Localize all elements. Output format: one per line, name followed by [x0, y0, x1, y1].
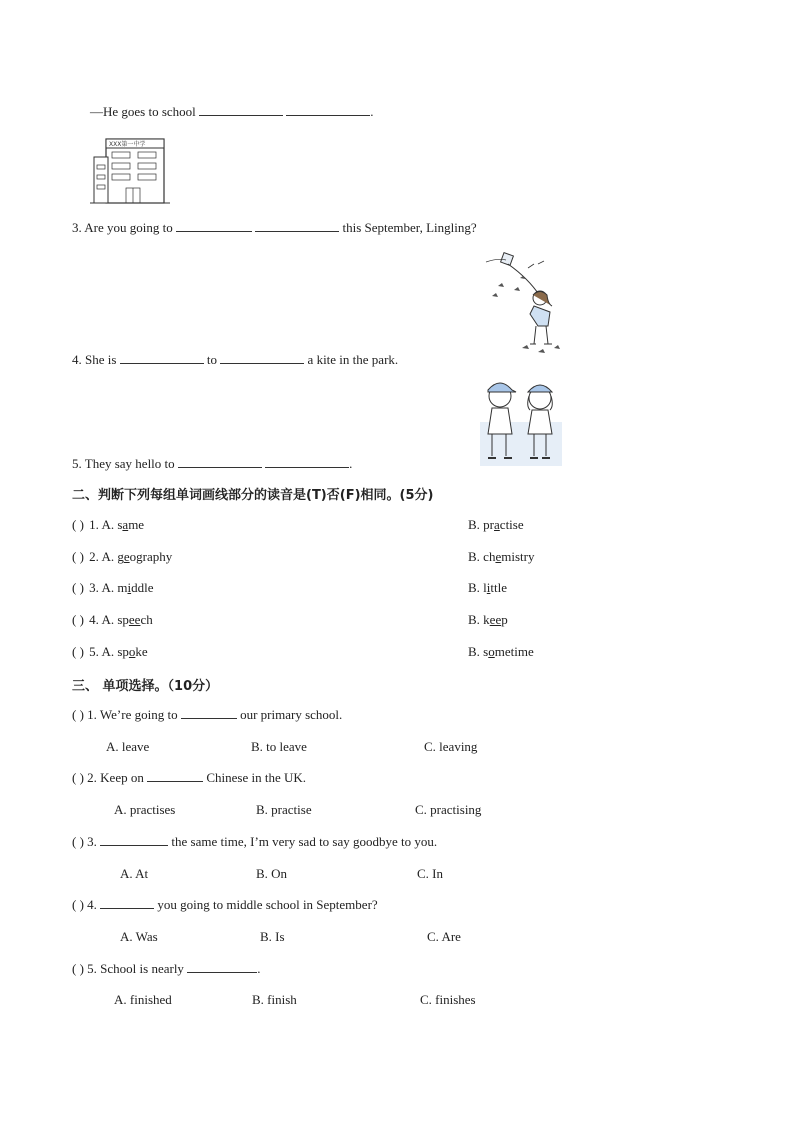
question-stem-post: our primary school.	[240, 707, 343, 722]
option-c[interactable]: C. Are	[427, 929, 461, 944]
answer-blank[interactable]	[187, 962, 257, 973]
word-a: geography	[117, 549, 173, 564]
option-a[interactable]: A. At	[120, 866, 149, 881]
question-5-prefix: 5. They say hello to	[72, 456, 175, 471]
answer-blank[interactable]	[181, 708, 237, 719]
option-a[interactable]: A. Was	[120, 929, 158, 944]
question-stem-post: the same time, I’m very sad to say goodbye to you.	[171, 834, 438, 849]
question-2-prefix: —He goes to school	[90, 104, 196, 119]
word-b: chemistry	[483, 549, 535, 564]
question-stem-pre: 3.	[87, 834, 97, 849]
question-5-line	[72, 456, 352, 472]
question-4-prefix: 4. She is	[72, 352, 117, 367]
answer-blank[interactable]	[286, 105, 370, 116]
girl-flying-kite-illustration	[478, 248, 568, 360]
item-number: 1. A.	[89, 517, 115, 532]
word-b: little	[483, 580, 508, 595]
answer-blank[interactable]	[100, 898, 154, 909]
question-3-line	[72, 220, 477, 236]
item-number: 3. A.	[89, 580, 115, 595]
answer-blank[interactable]	[120, 353, 204, 364]
question-2-line	[90, 104, 374, 120]
option-b[interactable]: B. finish	[252, 992, 297, 1007]
answer-paren[interactable]: ( )	[72, 707, 84, 722]
question-4-suffix: a kite in the park.	[307, 352, 399, 367]
answer-paren[interactable]: ( )	[72, 612, 84, 627]
option-b[interactable]: B. to leave	[251, 739, 307, 754]
option-c[interactable]: C. practising	[415, 802, 482, 817]
option-b[interactable]: B. On	[256, 866, 288, 881]
answer-blank[interactable]	[147, 771, 203, 782]
answer-blank[interactable]	[255, 221, 339, 232]
question-stem-post: .	[257, 961, 261, 976]
option-a[interactable]: A. practises	[114, 802, 176, 817]
option-c[interactable]: C. finishes	[420, 992, 476, 1007]
question-3-prefix: 3. Are you going to	[72, 220, 173, 235]
answer-paren[interactable]: ( )	[72, 517, 84, 532]
answer-paren[interactable]: ( )	[72, 834, 84, 849]
answer-blank[interactable]	[176, 221, 252, 232]
choice-question	[72, 770, 306, 786]
building-sign-text: XXX第一中学	[109, 141, 146, 148]
word-a: same	[117, 517, 145, 532]
question-5-suffix: .	[349, 456, 353, 471]
word-b: sometime	[483, 644, 534, 659]
word-b: practise	[483, 517, 524, 532]
choice-question	[72, 897, 378, 913]
option-c[interactable]: C. leaving	[424, 739, 478, 754]
option-b[interactable]: B. practise	[256, 802, 312, 817]
option-b-label: B.	[468, 517, 480, 532]
answer-paren[interactable]: ( )	[72, 770, 84, 785]
word-a: middle	[117, 580, 154, 595]
question-4-line	[72, 352, 398, 368]
option-b-label: B.	[468, 580, 480, 595]
question-2-suffix: .	[370, 104, 374, 119]
answer-paren[interactable]: ( )	[72, 644, 84, 659]
question-3-suffix: this September, Lingling?	[342, 220, 477, 235]
option-a[interactable]: A. leave	[106, 739, 150, 754]
school-building-illustration	[90, 135, 170, 205]
section-2-heading: 二、判断下列每组单词画线部分的读音是(T)否(F)相同。(5分)	[72, 488, 434, 503]
question-stem-pre: 4.	[87, 897, 97, 912]
option-b-label: B.	[468, 612, 480, 627]
item-number: 2. A.	[89, 549, 115, 564]
answer-blank[interactable]	[220, 353, 304, 364]
option-c[interactable]: C. In	[417, 866, 443, 881]
question-stem-post: you going to middle school in September?	[157, 897, 378, 912]
question-stem-pre: 1. We’re going to	[87, 707, 178, 722]
answer-paren[interactable]: ( )	[72, 549, 84, 564]
item-number: 5. A.	[89, 644, 115, 659]
choice-question	[72, 834, 437, 850]
word-b: keep	[483, 612, 508, 627]
two-children-greeting-illustration	[478, 372, 564, 468]
choice-question	[72, 961, 260, 977]
answer-blank[interactable]	[265, 457, 349, 468]
question-stem-pre: 5. School is nearly	[87, 961, 184, 976]
section-3-heading: 三、 单项选择。（10分）	[72, 679, 219, 694]
question-stem-post: Chinese in the UK.	[206, 770, 307, 785]
choice-question	[72, 707, 342, 723]
option-a[interactable]: A. finished	[114, 992, 172, 1007]
item-number: 4. A.	[89, 612, 115, 627]
word-a: spoke	[117, 644, 148, 659]
option-b-label: B.	[468, 644, 480, 659]
answer-blank[interactable]	[100, 835, 168, 846]
answer-paren[interactable]: ( )	[72, 580, 84, 595]
answer-blank[interactable]	[178, 457, 262, 468]
question-stem-pre: 2. Keep on	[87, 770, 144, 785]
word-a: speech	[117, 612, 153, 627]
answer-blank[interactable]	[199, 105, 283, 116]
option-b[interactable]: B. Is	[260, 929, 285, 944]
answer-paren[interactable]: ( )	[72, 961, 84, 976]
option-b-label: B.	[468, 549, 480, 564]
question-4-mid: to	[206, 352, 218, 367]
answer-paren[interactable]: ( )	[72, 897, 84, 912]
